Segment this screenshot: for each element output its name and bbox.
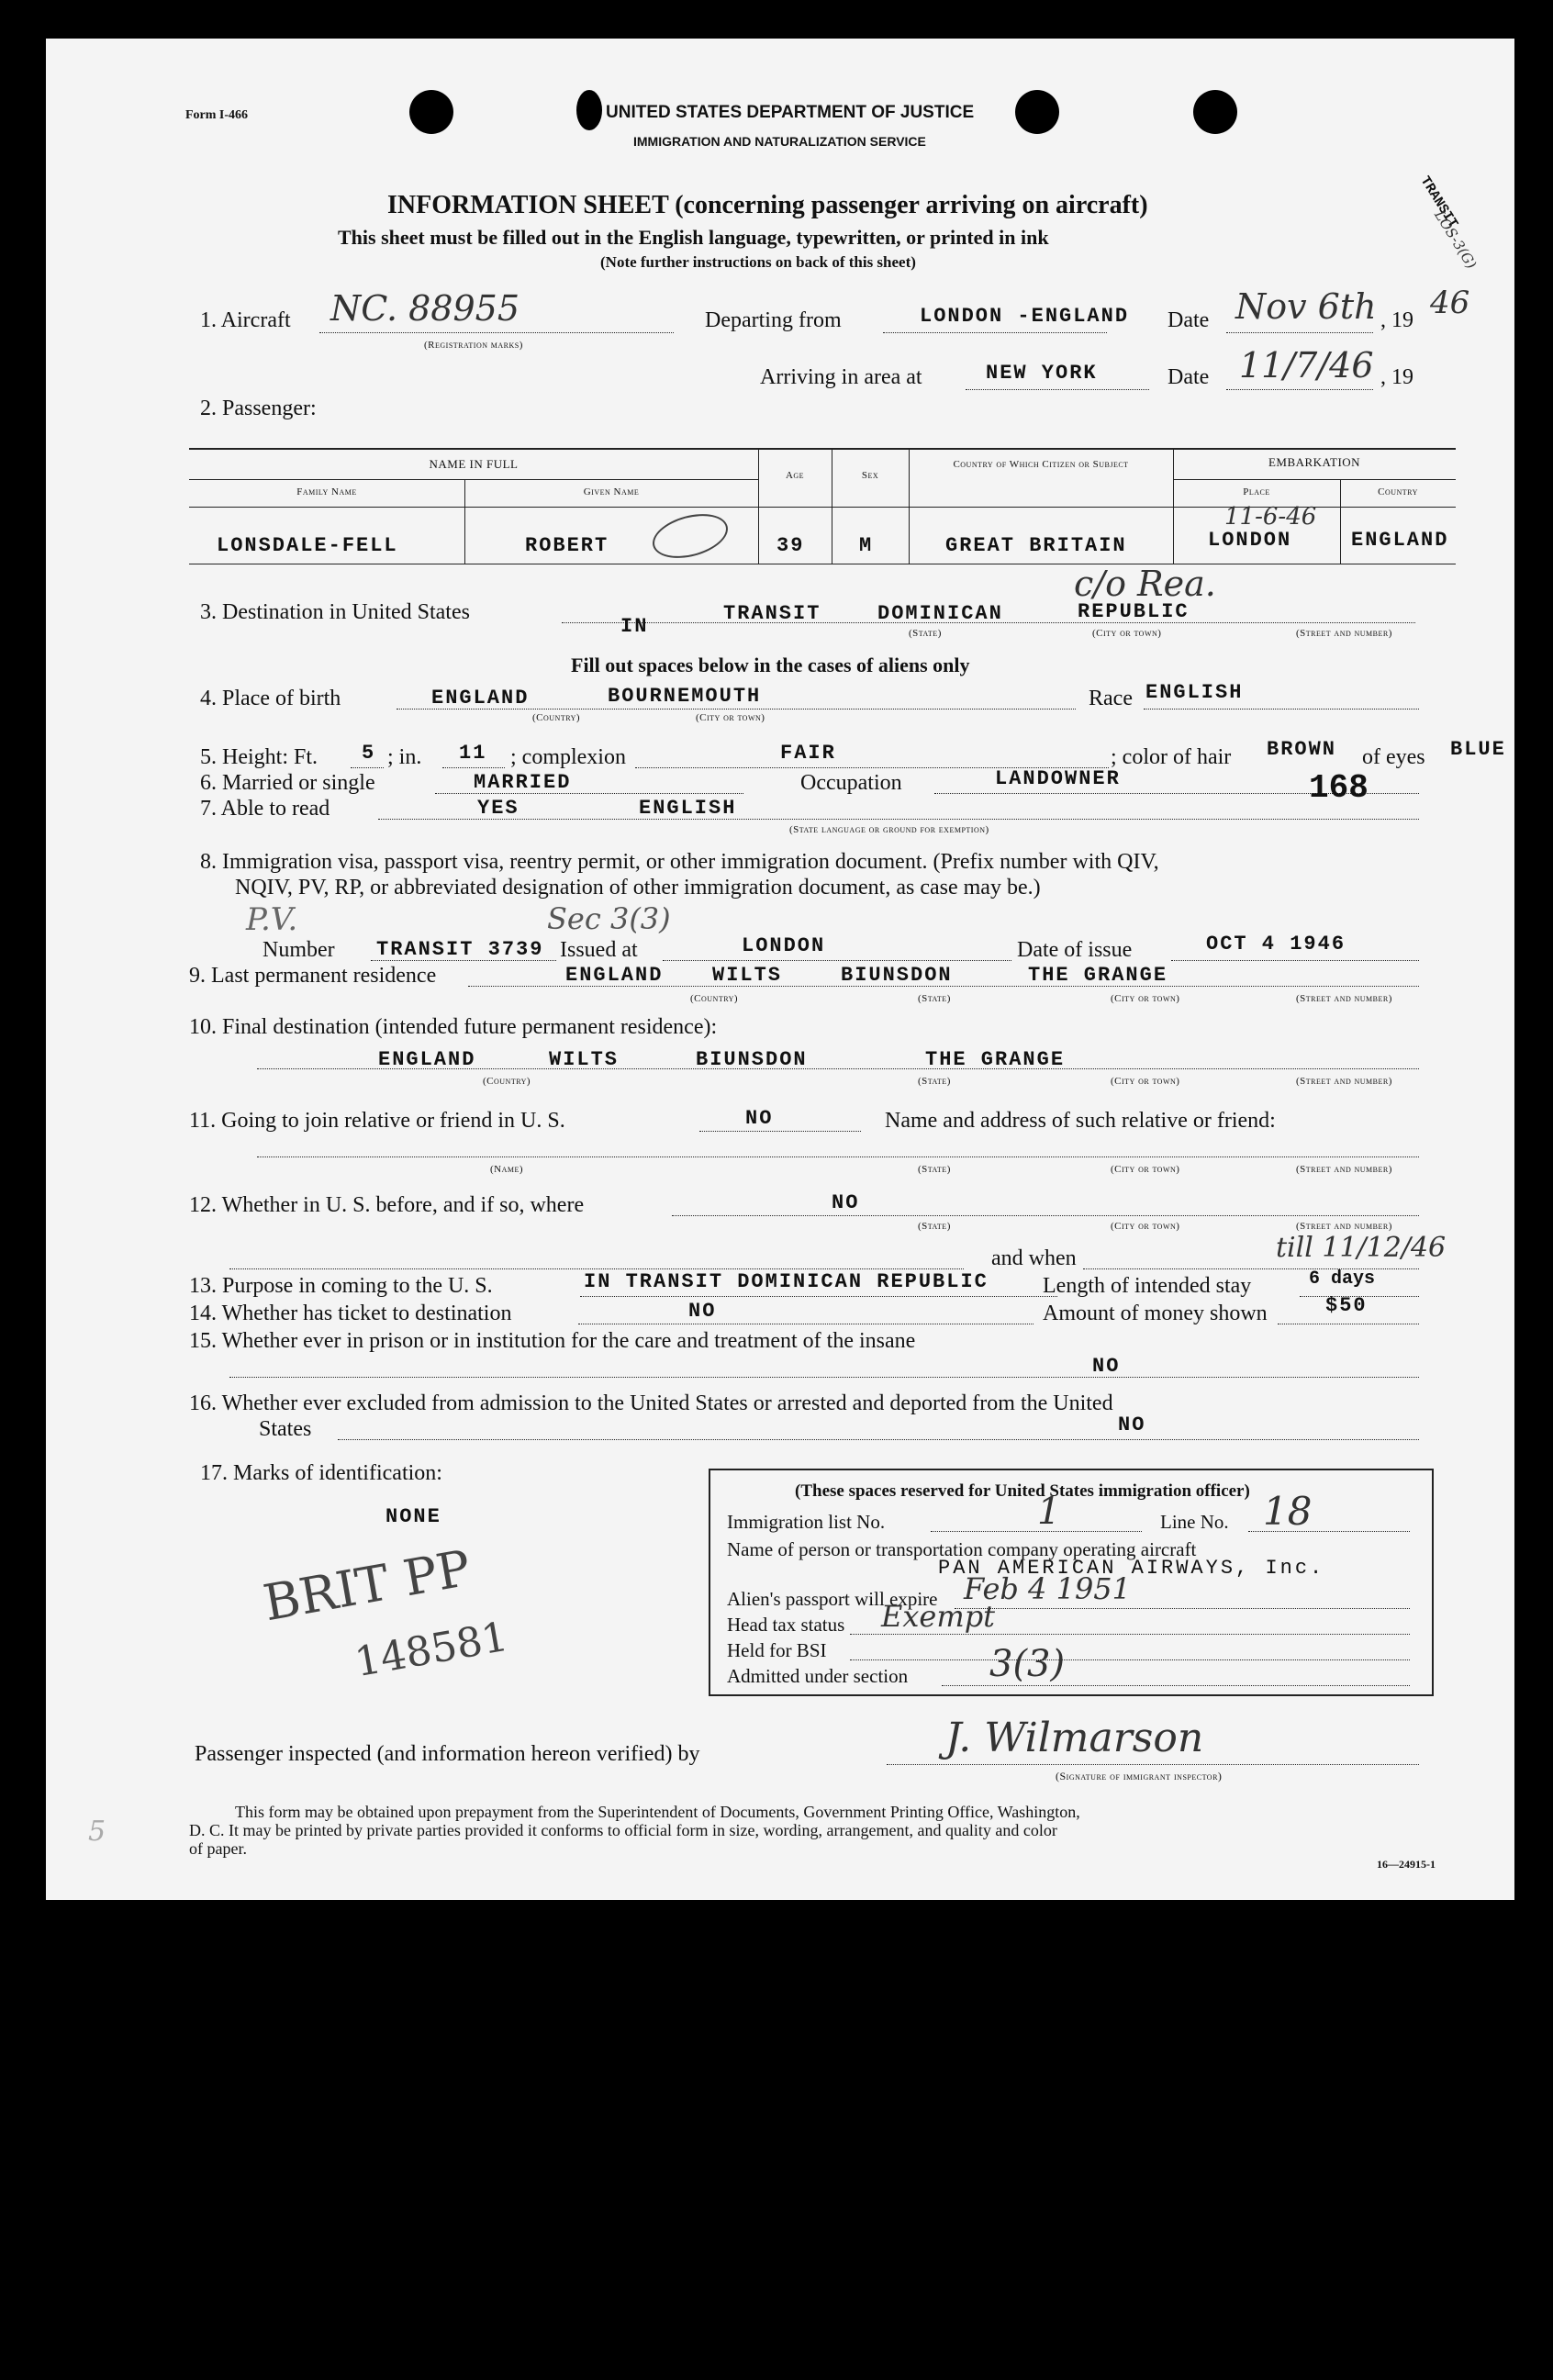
place-header: Place [1243, 486, 1270, 497]
footer-line-2: D. C. It may be printed by private parties provided it conforms to official form in size, wording, arrangement, and quality and color [189, 1821, 1057, 1839]
departing-label: Departing from [705, 308, 842, 332]
stay-value: 6 days [1309, 1268, 1376, 1290]
arriving-at: NEW YORK [986, 362, 1098, 385]
final-destination-country: ENGLAND [378, 1048, 476, 1071]
date-label: Date [1168, 308, 1210, 332]
last-residence-street: THE GRANGE [1028, 964, 1168, 987]
family-name: LONSDALE-FELL [217, 534, 398, 557]
race: ENGLISH [1145, 681, 1244, 704]
age: 39 [776, 534, 805, 557]
department-name: UNITED STATES DEPARTMENT OF JUSTICE [606, 103, 975, 122]
read-language: ENGLISH [639, 797, 737, 820]
given-name: ROBERT [525, 534, 609, 557]
prison-label: 15. Whether ever in prison or in institution for the care and treatment of the insane [189, 1329, 916, 1353]
hair-label: ; color of hair [1111, 745, 1232, 769]
departing-from: LONDON -ENGLAND [920, 305, 1130, 328]
complexion: FAIR [780, 742, 836, 765]
final-dest-state-caption: (State) [918, 1076, 951, 1087]
birth-country-caption: (Country) [532, 712, 581, 723]
ticket-value: NO [688, 1300, 717, 1323]
destination-state-caption: (State) [909, 628, 942, 639]
company-label: Name of person or transportation company operating aircraft [727, 1538, 1197, 1560]
when-value: till 11/12/46 [1276, 1232, 1447, 1264]
given-name-header: Given Name [583, 486, 640, 497]
issue-date: OCT 4 1946 [1206, 933, 1346, 955]
last-res-state-caption: (State) [918, 993, 951, 1004]
complexion-label: ; complexion [510, 745, 626, 769]
join-street-caption: (Street and number) [1296, 1164, 1392, 1175]
last-res-city-caption: (City or town) [1111, 993, 1180, 1004]
tax-label: Head tax status [727, 1614, 845, 1636]
prison-value: NO [1092, 1355, 1121, 1378]
year-prefix: , 19 [1380, 308, 1413, 332]
form-number: Form I-466 [185, 108, 249, 122]
list-number: 1 [1037, 1491, 1061, 1533]
footer-line-1: This form may be obtained upon prepayment from the Superintendent of Documents, Government Printing Office, Washington, [235, 1803, 1080, 1821]
when-label: and when [991, 1246, 1077, 1270]
before-value: NO [832, 1191, 860, 1214]
form-subtitle: This sheet must be filled out in the English language, typewritten, or printed in ink [338, 226, 1049, 249]
visa-section-handwritten: Sec 3(3) [547, 901, 671, 936]
embarkation-header: EMBARKATION [1268, 455, 1361, 469]
read-caption: (State language or ground for exemption) [789, 824, 989, 835]
ticket-label: 14. Whether has ticket to destination [189, 1302, 512, 1325]
marks-value: NONE [385, 1505, 441, 1528]
before-state-caption: (State) [918, 1221, 951, 1232]
excluded-label: 16. Whether ever excluded from admission to the United States or arrested and deported from the United [189, 1391, 1113, 1415]
form-code: 16—24915-1 [1377, 1858, 1436, 1871]
destination-street: DOMINICAN [877, 602, 1003, 625]
company-name: PAN AMERICAN AIRWAYS, Inc. [938, 1557, 1325, 1580]
purpose-label: 13. Purpose in coming to the U. S. [189, 1274, 493, 1298]
final-destination-street: THE GRANGE [925, 1048, 1066, 1071]
join-label: 11. Going to join relative or friend in U. S. [189, 1109, 565, 1133]
list-label: Immigration list No. [727, 1511, 886, 1533]
aircraft-label: 1. Aircraft [200, 308, 291, 332]
issued-at: LONDON [742, 934, 826, 957]
last-residence-city: BIUNSDON [841, 964, 953, 987]
transit-stamp-code: LOS-3(G) [1431, 207, 1480, 273]
family-name-header: Family Name [296, 486, 357, 497]
final-destination-label: 10. Final destination (intended future permanent residence): [189, 1015, 718, 1039]
destination-note: c/o Rea. [1074, 564, 1216, 604]
destination-street-caption: (Street and number) [1296, 628, 1392, 639]
last-res-country-caption: (Country) [690, 993, 739, 1004]
destination-state: IN [620, 615, 649, 638]
final-destination-state: WILTS [549, 1048, 620, 1071]
inches-label: ; in. [387, 745, 422, 769]
birth-city-caption: (City or town) [696, 712, 765, 723]
visa-label: 8. Immigration visa, passport visa, reentry permit, or other immigration document. (Prefix number with QIV, [200, 850, 1159, 874]
excluded-label-2: States [259, 1417, 312, 1441]
height-label: 5. Height: Ft. [200, 745, 318, 769]
punch-hole [1015, 90, 1059, 134]
visa-number: TRANSIT 3739 [376, 938, 544, 961]
arrival-date: 11/7/46 [1239, 345, 1374, 385]
arrival-date-label: Date [1168, 365, 1210, 389]
name-in-full-header: NAME IN FULL [429, 457, 519, 471]
race-label: Race [1089, 687, 1133, 710]
country-header: Country [1378, 486, 1418, 497]
passenger-label: 2. Passenger: [200, 397, 317, 420]
last-res-street-caption: (Street and number) [1296, 993, 1392, 1004]
country-citizen-header: Country of Which Citizen or Subject [953, 459, 1129, 470]
form-note: (Note further instructions on back of this sheet) [600, 253, 916, 271]
tax-status: Exempt [881, 1599, 996, 1634]
final-dest-city-caption: (City or town) [1111, 1076, 1180, 1087]
destination-label: 3. Destination in United States [200, 600, 470, 624]
arrival-year-prefix: , 19 [1380, 365, 1413, 389]
visa-number-label: Number [263, 938, 335, 962]
signature-caption: (Signature of immigrant inspector) [1056, 1770, 1223, 1782]
last-residence-label: 9. Last permanent residence [189, 964, 437, 988]
last-residence-country: ENGLAND [565, 964, 664, 987]
stamped-number: 168 [1309, 769, 1369, 807]
before-street-caption: (Street and number) [1296, 1221, 1392, 1232]
sex: M [859, 534, 874, 557]
stay-label: Length of intended stay [1043, 1274, 1252, 1298]
issued-at-label: Issued at [560, 938, 638, 962]
transit-stamp: TRANSIT [1416, 173, 1461, 231]
circled-mark [648, 507, 733, 565]
money-label: Amount of money shown [1043, 1302, 1268, 1325]
passport-expire-label: Alien's passport will expire [727, 1588, 938, 1610]
departure-date: Nov 6th [1235, 286, 1377, 327]
married-status: MARRIED [474, 771, 572, 794]
admitted-section: 3(3) [989, 1643, 1066, 1685]
excluded-value: NO [1118, 1413, 1146, 1436]
birth-label: 4. Place of birth [200, 687, 341, 710]
before-city-caption: (City or town) [1111, 1221, 1180, 1232]
before-label: 12. Whether in U. S. before, and if so, where [189, 1193, 585, 1217]
join-city-caption: (City or town) [1111, 1164, 1180, 1175]
visa-handwritten: P.V. [246, 901, 298, 938]
join-value: NO [745, 1107, 774, 1130]
inspected-label: Passenger inspected (and information hereon verified) by [195, 1742, 700, 1766]
passport-expire: Feb 4 1951 [964, 1571, 1132, 1606]
eyes-label: of eyes [1362, 745, 1425, 769]
embarkation-date: 11-6-46 [1224, 503, 1317, 531]
eyes-color: BLUE [1450, 738, 1506, 761]
final-dest-street-caption: (Street and number) [1296, 1076, 1392, 1087]
final-dest-country-caption: (Country) [483, 1076, 531, 1087]
occupation-label: Occupation [800, 771, 902, 795]
punch-hole [1193, 90, 1237, 134]
money-value: $50 [1325, 1294, 1368, 1317]
last-residence-state: WILTS [712, 964, 783, 987]
inspector-signature: J. Wilmarson [945, 1715, 1204, 1761]
form-title: INFORMATION SHEET (concerning passenger arriving on aircraft) [387, 191, 1148, 219]
height-ft: 5 [362, 742, 376, 765]
read-label: 7. Able to read [200, 797, 330, 821]
service-name: IMMIGRATION AND NATURALIZATION SERVICE [633, 134, 926, 149]
footer-line-3: of paper. [189, 1839, 247, 1858]
birth-city: BOURNEMOUTH [608, 685, 762, 708]
registration-caption: (Registration marks) [424, 340, 523, 351]
section-label: Admitted under section [727, 1665, 909, 1687]
purpose-value: IN TRANSIT DOMINICAN REPUBLIC [584, 1270, 989, 1293]
birth-country: ENGLAND [431, 687, 530, 710]
join-state-caption: (State) [918, 1164, 951, 1175]
citizen-country: GREAT BRITAIN [945, 534, 1127, 557]
final-destination-city: BIUNSDON [696, 1048, 808, 1071]
aircraft-registration: NC. 88955 [330, 288, 520, 329]
married-label: 6. Married or single [200, 771, 375, 795]
embarkation-place: LONDON [1208, 529, 1292, 552]
occupation: LANDOWNER [995, 767, 1121, 790]
join-name-caption: (Name) [490, 1164, 524, 1175]
marks-handwritten: BRIT PP [259, 1538, 475, 1633]
arriving-label: Arriving in area at [760, 365, 922, 389]
marks-label: 17. Marks of identification: [200, 1461, 442, 1485]
punch-hole [576, 90, 602, 130]
destination-city: TRANSIT [723, 602, 821, 625]
height-in: 11 [459, 742, 487, 765]
marks-handwritten-2: 148581 [351, 1613, 512, 1687]
able-to-read: YES [477, 797, 520, 820]
line-number: 18 [1263, 1489, 1313, 1534]
issue-date-label: Date of issue [1017, 938, 1133, 962]
officer-heading: (These spaces reserved for United States immigration officer) [795, 1481, 1250, 1501]
aliens-heading: Fill out spaces below in the cases of aliens only [571, 654, 970, 676]
form-sheet [46, 39, 1514, 1900]
line-label: Line No. [1160, 1511, 1229, 1533]
punch-hole [409, 90, 453, 134]
sex-header: Sex [861, 470, 879, 481]
relative-name-label: Name and address of such relative or friend: [885, 1109, 1276, 1133]
margin-mark: 5 [88, 1816, 106, 1848]
age-header: Age [785, 470, 805, 481]
bsi-label: Held for BSI [727, 1639, 827, 1661]
hair-color: BROWN [1267, 738, 1337, 761]
departure-year: 46 [1430, 285, 1470, 321]
destination-city-caption: (City or town) [1092, 628, 1162, 639]
destination-extra: REPUBLIC [1078, 600, 1190, 623]
embarkation-country: ENGLAND [1351, 529, 1449, 552]
visa-label-2: NQIV, PV, RP, or abbreviated designation of other immigration document, as case may be.) [235, 876, 1041, 899]
